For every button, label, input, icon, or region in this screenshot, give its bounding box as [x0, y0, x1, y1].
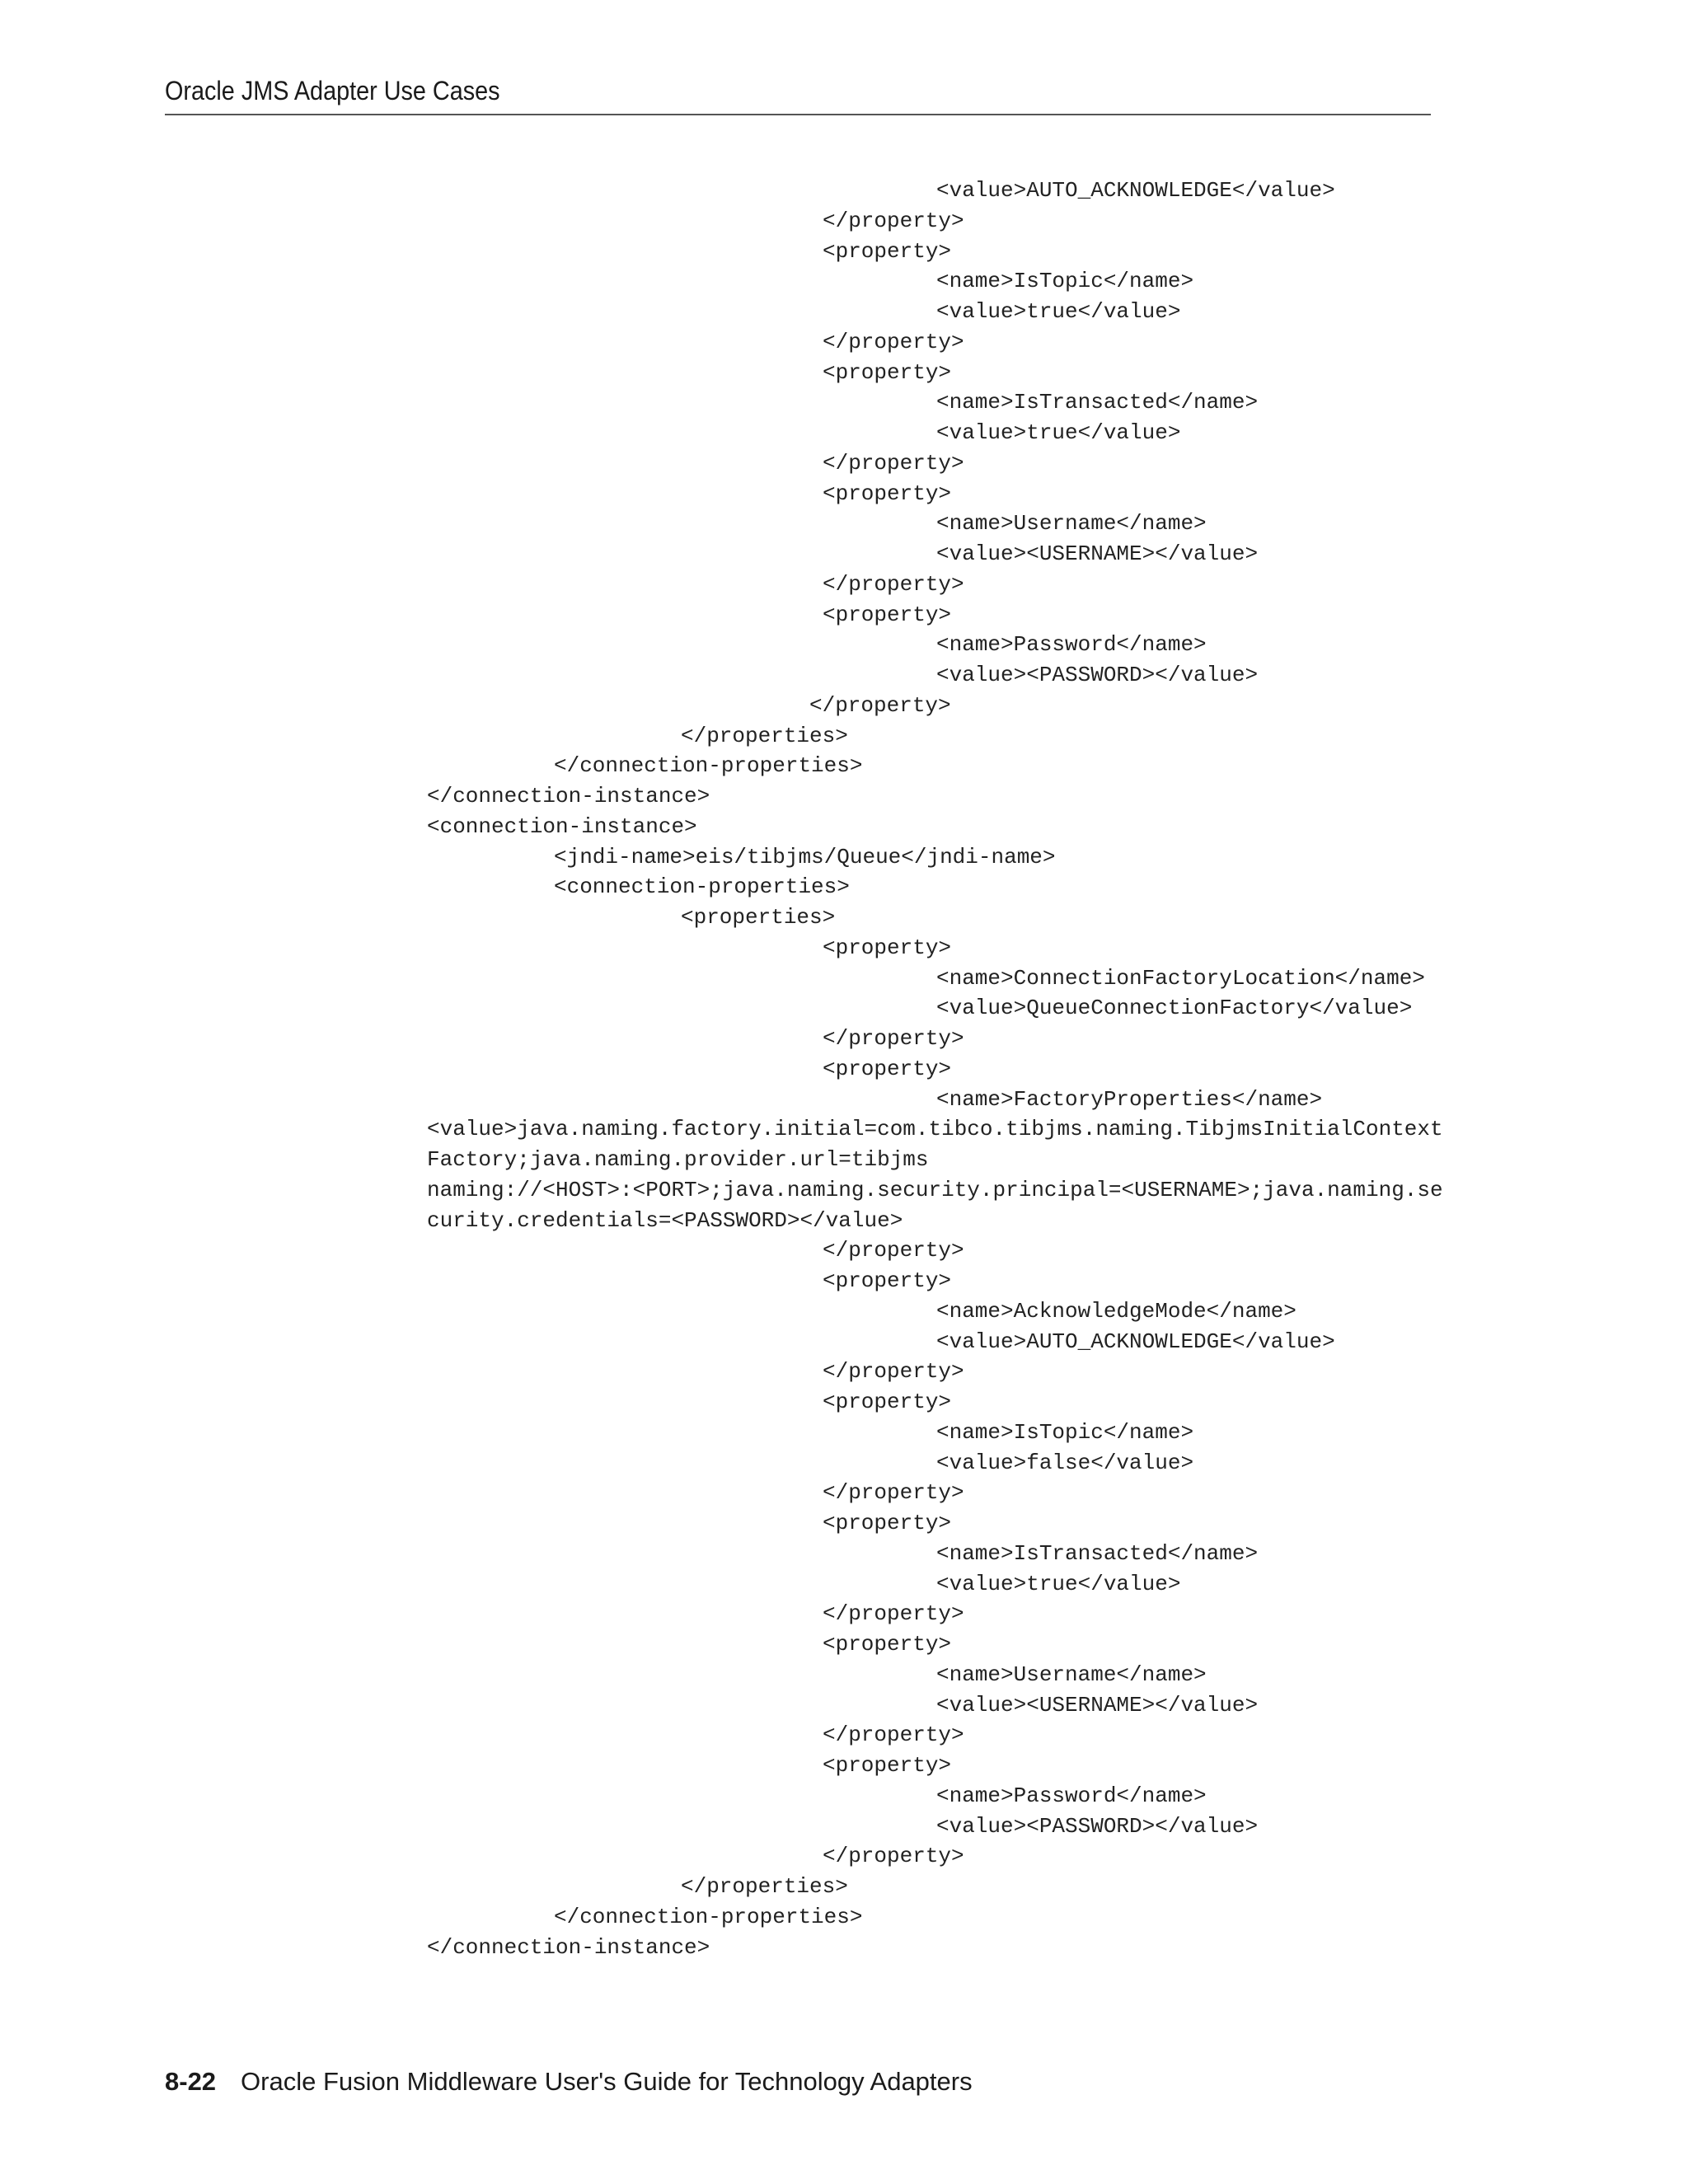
book-title: Oracle Fusion Middleware User's Guide for Technology Adapters — [241, 2067, 973, 2096]
code-line: <properties> — [681, 905, 836, 930]
code-line: <property> — [823, 935, 952, 960]
code-listing — [0, 176, 1688, 1972]
code-line: <name>IsTopic</name> — [936, 269, 1194, 293]
code-line: <name>Username</name> — [936, 511, 1207, 536]
code-line: <connection-properties> — [554, 874, 850, 899]
code-line: <name>ConnectionFactoryLocation</name> — [936, 966, 1425, 991]
code-line: <property> — [823, 602, 952, 627]
code-line: </properties> — [681, 1874, 848, 1899]
code-line: <value>false</value> — [936, 1451, 1194, 1475]
code-line: </property> — [809, 693, 951, 718]
code-line: </property> — [823, 1722, 964, 1747]
page-header — [165, 73, 1431, 115]
code-line: </properties> — [681, 724, 848, 748]
code-line: curity.credentials=<PASSWORD></value> — [427, 1208, 903, 1233]
code-line: <value>QueueConnectionFactory</value> — [936, 996, 1413, 1020]
code-line: </connection-instance> — [427, 1935, 710, 1960]
code-line: </connection-properties> — [554, 753, 863, 778]
code-line: <value><PASSWORD></value> — [936, 1814, 1259, 1839]
code-line: <name>Password</name> — [936, 1783, 1207, 1808]
code-line: <property> — [823, 239, 952, 264]
code-line: <property> — [823, 1511, 952, 1535]
code-line: <property> — [823, 1753, 952, 1778]
code-line: <name>Password</name> — [936, 632, 1207, 657]
code-line: <name>FactoryProperties</name> — [936, 1087, 1323, 1112]
page-footer — [165, 2064, 973, 2100]
code-line: </connection-instance> — [427, 784, 710, 808]
code-line: </property> — [823, 572, 964, 597]
code-line: <value>AUTO_ACKNOWLEDGE</value> — [936, 178, 1335, 203]
code-line: Factory;java.naming.provider.url=tibjms — [427, 1147, 929, 1172]
code-line: <property> — [823, 1390, 952, 1414]
code-line: <value>java.naming.factory.initial=com.tibco.tibjms.naming.TibjmsInitialContext — [427, 1117, 1443, 1141]
code-line: </property> — [823, 330, 964, 354]
code-line: </connection-properties> — [554, 1905, 863, 1929]
code-line: <property> — [823, 1268, 952, 1293]
code-line: <value><PASSWORD></value> — [936, 663, 1259, 687]
code-line: </property> — [823, 1844, 964, 1868]
code-line: naming://<HOST>:<PORT>;java.naming.security.principal=<USERNAME>;java.naming.se — [427, 1178, 1443, 1202]
code-line: <value>true</value> — [936, 299, 1181, 324]
code-line: <name>IsTransacted</name> — [936, 1541, 1259, 1566]
code-line: <property> — [823, 481, 952, 506]
code-line: <name>IsTopic</name> — [936, 1420, 1194, 1445]
code-line: <name>AcknowledgeMode</name> — [936, 1299, 1296, 1324]
code-line: <property> — [823, 1057, 952, 1081]
code-line: </property> — [823, 451, 964, 476]
code-line: <jndi-name>eis/tibjms/Queue</jndi-name> — [554, 845, 1056, 869]
code-line: <name>Username</name> — [936, 1662, 1207, 1687]
code-line: </property> — [823, 1601, 964, 1626]
code-line: </property> — [823, 1480, 964, 1505]
code-line: </property> — [823, 1238, 964, 1263]
code-line: <value><USERNAME></value> — [936, 541, 1259, 566]
code-line: <property> — [823, 1632, 952, 1657]
code-line: <connection-instance> — [427, 814, 697, 839]
code-line: <value><USERNAME></value> — [936, 1693, 1259, 1718]
code-line: <property> — [823, 360, 952, 385]
code-line: <value>true</value> — [936, 420, 1181, 445]
running-header-title: Oracle JMS Adapter Use Cases — [165, 76, 500, 105]
code-line: <name>IsTransacted</name> — [936, 390, 1259, 415]
code-line: </property> — [823, 1359, 964, 1384]
page-number: 8-22 — [165, 2067, 217, 2096]
code-line: </property> — [823, 209, 964, 233]
code-line: <value>true</value> — [936, 1572, 1181, 1596]
code-line: </property> — [823, 1026, 964, 1051]
code-line: <value>AUTO_ACKNOWLEDGE</value> — [936, 1329, 1335, 1354]
